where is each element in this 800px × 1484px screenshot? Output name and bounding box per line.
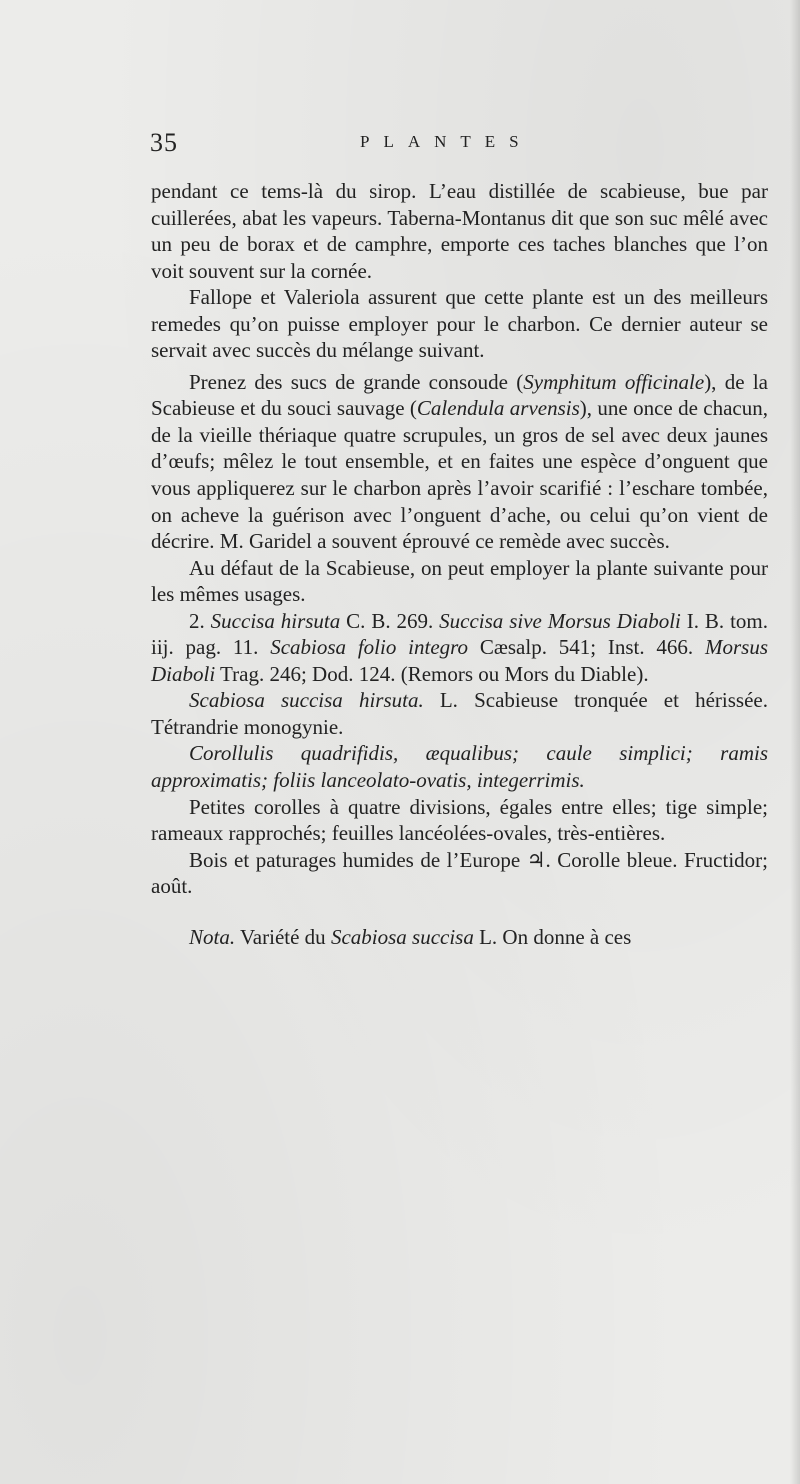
paragraph-habitat: Bois et paturages humides de l’Europe ♃. Corolle bleue. Fructidor; août. xyxy=(151,847,768,899)
recipe-text-c: ), de la Scabieuse et du souci sauvage ( xyxy=(151,369,768,421)
recipe-text-e: ), une once de chacun, de la vieille thériaque quatre scrupules, un gros de sel avec deux jaunes d’œufs; mêlez le tout ensemble, et en faites une espèce d’onguent que vous appliquerez sur le charbon après l’avoir scarifié : l’eschare tombée, on acheve la guérison avec l’onguent d’ache, ou celui qu’on vient de décrire. M. Garidel a souvent éprouvé ce remède avec succès. xyxy=(151,396,768,554)
recipe-latin-symphitum: Symphitum officinale xyxy=(523,369,705,394)
nota-label: Nota. xyxy=(189,924,236,949)
paragraph-french-description: Petites corolles à quatre divisions, égales entre elles; tige simple; rameaux rapprochés; feuilles lancéolées-ovales, très-entières. xyxy=(151,794,768,846)
syn-latin-2: Succisa sive Morsus Diaboli xyxy=(439,608,681,633)
paragraph-substitute: Au défaut de la Scabieuse, on peut employer la plante suivante pour les mêmes usages. xyxy=(151,555,768,607)
syn-latin-1: Succisa hirsuta xyxy=(210,608,341,633)
paragraph-synonyms xyxy=(151,608,768,688)
paragraph-latin-description xyxy=(151,740,768,793)
paragraph-nota xyxy=(151,924,768,951)
syn-latin-3: Scabiosa folio integro xyxy=(270,635,469,660)
page-edge-shadow xyxy=(790,0,800,1484)
syn-latin-4: Morsus Diaboli xyxy=(151,635,769,686)
syn-number: 2. xyxy=(189,608,211,633)
syn-ref-1: C. B. 269. xyxy=(340,608,440,633)
nota-latin: Scabiosa succisa xyxy=(330,924,474,949)
syn-ref-4: Trag. 246; Dod. 124. (Remors ou Mors du Diable). xyxy=(215,661,649,686)
paragraph-linnaean xyxy=(151,687,768,740)
nota-text-b: Variété du xyxy=(235,924,331,949)
paragraph-recipe xyxy=(151,369,768,555)
paragraph-continuation: pendant ce tems-là du sirop. L’eau distillée de scabieuse, bue par cuillerées, abat les vapeurs. Taberna-Montanus dit que son suc mêlé avec un peu de borax et de camphre, emporte ces taches blanches que l’on voit souvent sur la cornée. xyxy=(151,179,768,283)
paragraph-fallope: Fallope et Valeriola assurent que cette plante est un des meilleurs remedes qu’on puisse employer pour le charbon. Ce dernier auteur se servait avec succès du mélange suivant. xyxy=(151,285,768,363)
page-number: 35 xyxy=(150,128,178,157)
recipe-latin-calendula: Calendula arvensis xyxy=(416,396,580,421)
linnaean-french: L. Scabieuse tronquée et hérissée. Tétrandrie monogynie. xyxy=(151,688,768,739)
body-text xyxy=(151,178,768,950)
running-title: PLANTES xyxy=(360,132,533,151)
recipe-text-a: Prenez des sucs de grande consoude ( xyxy=(189,369,524,394)
nota-text-d: L. On donne à ces xyxy=(473,924,632,949)
syn-ref-3: Cæsalp. 541; Inst. 466. xyxy=(468,635,705,660)
latin-description: Corollulis quadrifidis, æqualibus; caule simplici; ramis approximatis; foliis lanceolato-ovatis, integerrimis. xyxy=(151,741,768,793)
linnaean-name: Scabiosa succisa hirsuta. xyxy=(189,688,424,713)
page-header xyxy=(150,128,790,168)
syn-ref-2: I. B. tom. iij. pag. 11. xyxy=(151,608,769,660)
